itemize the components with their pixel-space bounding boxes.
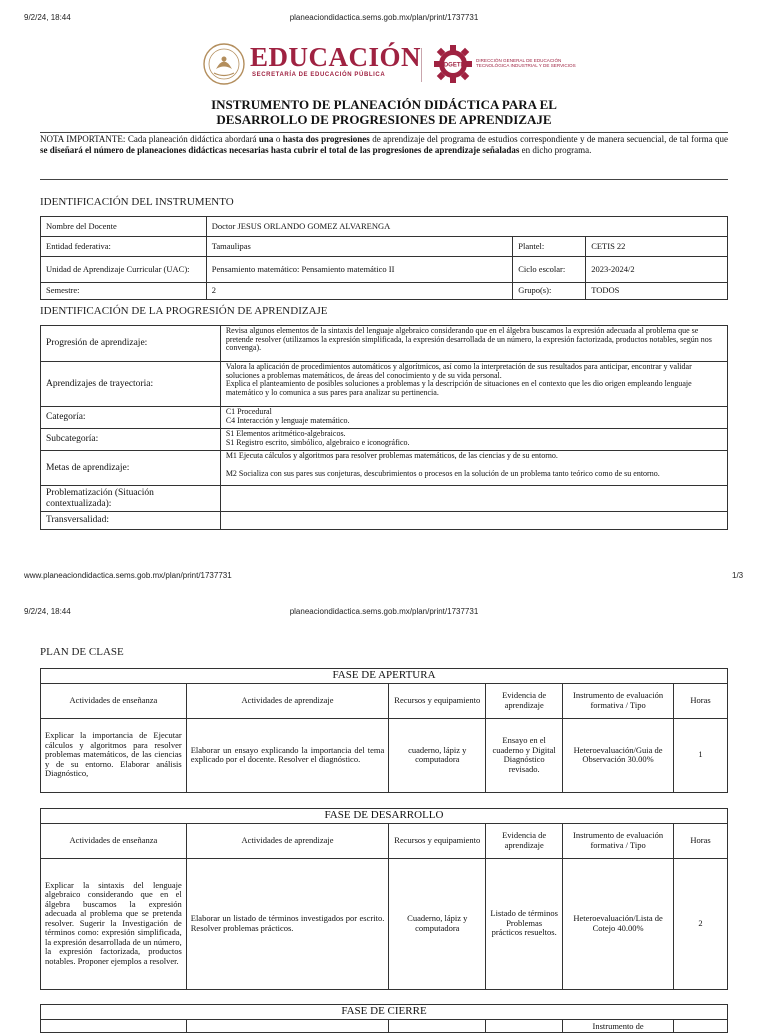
nota-top-rule [40, 132, 728, 133]
header-recursos: Recursos y equipamiento [389, 683, 486, 718]
grupo-value: TODOS [586, 283, 728, 300]
ciclo-value: 2023-2024/2 [586, 257, 728, 283]
plantel-value: CETIS 22 [586, 237, 728, 257]
header-ensenanza: Actividades de enseñanza [41, 823, 187, 858]
plantel-label: Plantel: [513, 237, 586, 257]
header-aprendizaje: Actividades de aprendizaje [186, 683, 389, 718]
metas-label: Metas de aprendizaje: [41, 451, 221, 486]
header-horas: Horas [674, 683, 728, 718]
apertura-horas: 1 [674, 718, 728, 792]
plan-title: PLAN DE CLASE [40, 646, 124, 658]
mexico-seal-icon [202, 42, 246, 86]
print-datetime-page-2: 9/2/24, 18:44 [24, 607, 71, 616]
transversalidad-label: Transversalidad: [41, 512, 221, 530]
metas-item-1: M1 Ejecuta cálculos y algoritmos para resolver problemas matemáticos, de las ciencias y de su entorno. [225, 451, 558, 460]
metas-item-2: M2 Socializa con sus pares sus conjeturas, descubrimientos o procesos en la solución de un problema tanto teórico como de su entorno. [225, 468, 660, 478]
desarrollo-evidencia: Listado de términos Problemas prácticos resueltos. [486, 858, 563, 989]
categoria-value [220, 407, 727, 429]
nota-bottom-rule [40, 179, 728, 180]
trayectoria-label: Aprendizajes de trayectoria: [41, 362, 221, 407]
apertura-evidencia: Ensayo en el cuaderno y Digital Diagnóstico revisado. [486, 718, 563, 792]
nota-label: NOTA IMPORTANTE: [40, 134, 126, 144]
print-url-page-2: planeaciondidactica.sems.gob.mx/plan/print/1737731 [289, 607, 479, 616]
progresion-table [40, 325, 728, 530]
page-number: 1/3 [732, 571, 744, 580]
progresion-label: Progresión de aprendizaje: [41, 326, 221, 362]
nota-importante [40, 134, 728, 156]
docente-label: Nombre del Docente [41, 217, 207, 237]
apertura-aprendizaje: Elaborar un ensayo explicando la importancia del tema explicado por el docente. Resolver el diagnóstico. [186, 718, 389, 792]
print-datetime: 9/2/24, 18:44 [24, 13, 71, 22]
entidad-value: Tamaulipas [206, 237, 512, 257]
header-horas: Horas [674, 823, 728, 858]
grupo-label: Grupo(s): [513, 283, 586, 300]
logo-divider [421, 48, 422, 82]
fase-desarrollo-table [40, 808, 728, 990]
header-aprendizaje: Actividades de aprendizaje [186, 823, 389, 858]
nota-text-3: de aprendizaje del programa de estudios correspondiente y de manera secuencial, de tal forma que [369, 134, 729, 144]
uac-value: Pensamiento matemático: Pensamiento matemático II [206, 257, 512, 283]
trayectoria-item-1: Valora la aplicación de procedimientos automáticos y algorítmicos, así como la interpretación de sus resultados para anticipar, encontrar y validar soluciones a problemas matemáticos, de áreas del conocimiento y de su vida personal. [225, 362, 692, 380]
fase-apertura-title: FASE DE APERTURA [41, 669, 728, 684]
uac-label: Unidad de Aprendizaje Curricular (UAC): [41, 257, 207, 283]
trayectoria-item-2: Explica el planteamiento de posibles soluciones a problemas y la descripción de situaciones en el contexto que les dio origen empleando lenguaje matemático y lo comunica a sus pares para analizar su pertinencia. [225, 379, 692, 397]
categoria-label: Categoría: [41, 407, 221, 429]
desarrollo-recursos: Cuaderno, lápiz y computadora [389, 858, 486, 989]
semestre-value: 2 [206, 283, 512, 300]
header-instrumento: Instrumento de evaluación formativa / Tipo [563, 823, 674, 858]
educacion-logo-text: EDUCACIÓN [250, 42, 422, 72]
subcategoria-value [220, 429, 727, 451]
header-instrumento: Instrumento de evaluación formativa / Tipo [563, 683, 674, 718]
desarrollo-aprendizaje: Elaborar un listado de términos investigados por escrito. Resolver problemas prácticos. [186, 858, 389, 989]
fase-cierre-table [40, 1004, 728, 1033]
transversalidad-value [220, 512, 727, 530]
subcategoria-label: Subcategoría: [41, 429, 221, 451]
progresion-section-title: IDENTIFICACIÓN DE LA PROGRESIÓN DE APRENDIZAJE [40, 305, 328, 317]
fase-desarrollo-title: FASE DE DESARROLLO [41, 809, 728, 824]
nota-text-2: o [273, 134, 283, 144]
header-recursos: Recursos y equipamiento [389, 823, 486, 858]
dgeti-line-2: TECNOLÓGICA INDUSTRIAL Y DE SERVICIOS [476, 63, 576, 69]
apertura-instrumento: Heteroevaluación/Guia de Observación 30.00% [563, 718, 674, 792]
footer-url: www.planeaciondidactica.sems.gob.mx/plan/print/1737731 [24, 571, 232, 580]
desarrollo-horas: 2 [674, 858, 728, 989]
entidad-label: Entidad federativa: [41, 237, 207, 257]
fase-apertura-table [40, 668, 728, 793]
header-ensenanza: Actividades de enseñanza [41, 683, 187, 718]
dgeti-badge-text: DGETI [443, 62, 463, 69]
metas-value [220, 451, 727, 486]
nota-bold-2: hasta dos progresiones [282, 134, 370, 144]
apertura-recursos: cuaderno, lápiz y computadora [389, 718, 486, 792]
problematizacion-label: Problematización (Situación contextualizada): [41, 486, 221, 512]
document-title-line-1: INSTRUMENTO DE PLANEACIÓN DIDÁCTICA PARA EL [211, 97, 557, 112]
header-evidencia: Evidencia de aprendizaje [486, 683, 563, 718]
nota-text-4: en dicho programa. [519, 145, 592, 155]
fase-cierre-title: FASE DE CIERRE [41, 1005, 728, 1020]
nota-bold-1: una [258, 134, 274, 144]
desarrollo-instrumento: Heteroevaluación/Lista de Cotejo 40.00% [563, 858, 674, 989]
categoria-item-1: C1 Procedural [225, 407, 272, 416]
desarrollo-ensenanza: Explicar la sintaxis del lenguaje algebraico considerando que en el álgebra buscamos la expresión adecuada al problema que se pretenda resolver. Sugerir la Investigación de términos como: expresión simplificada, la expresión desarrollada de un número, la expresión factorizada, productos notables. Proponer ejemplos a resolver. [41, 858, 187, 989]
header-logos [200, 40, 576, 90]
apertura-ensenanza: Explicar la importancia de Ejecutar cálculos y algoritmos para resolver problemas matemáticos, de las ciencias y de su entorno. Elaborar análisis Diagnóstico, [41, 718, 187, 792]
identificacion-table [40, 216, 728, 300]
ciclo-label: Ciclo escolar: [513, 257, 586, 283]
docente-value: Doctor JESUS ORLANDO GOMEZ ALVARENGA [206, 217, 727, 237]
nota-text-1: Cada planeación didáctica abordará [125, 134, 259, 144]
sep-logo-subtitle: SECRETARÍA DE EDUCACIÓN PÚBLICA [252, 72, 386, 78]
dgeti-line-1: DIRECCIÓN GENERAL DE EDUCACIÓN [476, 58, 562, 63]
subcategoria-item-2: S1 Registro escrito, simbólico, algebraico e iconográfico. [225, 437, 410, 447]
cierre-header-instrumento-partial: Instrumento de [563, 1019, 674, 1032]
identificacion-section-title: IDENTIFICACIÓN DEL INSTRUMENTO [40, 196, 234, 208]
dgeti-gear-icon [433, 44, 473, 84]
problematizacion-value [220, 486, 727, 512]
progresion-value: Revisa algunos elementos de la sintaxis del lenguaje algebraico considerando que en el álgebra buscamos la expresión adecuada al problema que se pretende resolver (utilizamos la expresión simplificada, la expresión desarrollada de un número, la expresión factorizada, productos notables, según nos convenga). [220, 326, 727, 362]
subcategoria-item-1: S1 Elementos aritmético-algebraicos. [225, 429, 346, 438]
semestre-label: Semestre: [41, 283, 207, 300]
document-title-line-2: DESARROLLO DE PROGRESIONES DE APRENDIZAJE [216, 112, 552, 127]
header-evidencia: Evidencia de aprendizaje [486, 823, 563, 858]
categoria-item-2: C4 Interacción y lenguaje matemático. [225, 415, 350, 425]
dgeti-logo-text [476, 58, 576, 69]
trayectoria-value [220, 362, 727, 407]
nota-bold-3: se diseñará el número de planeaciones didácticas necesarias hasta cubrir el total de las progresiones de aprendizaje señaladas [40, 145, 520, 155]
print-url: planeaciondidactica.sems.gob.mx/plan/print/1737731 [289, 13, 479, 22]
